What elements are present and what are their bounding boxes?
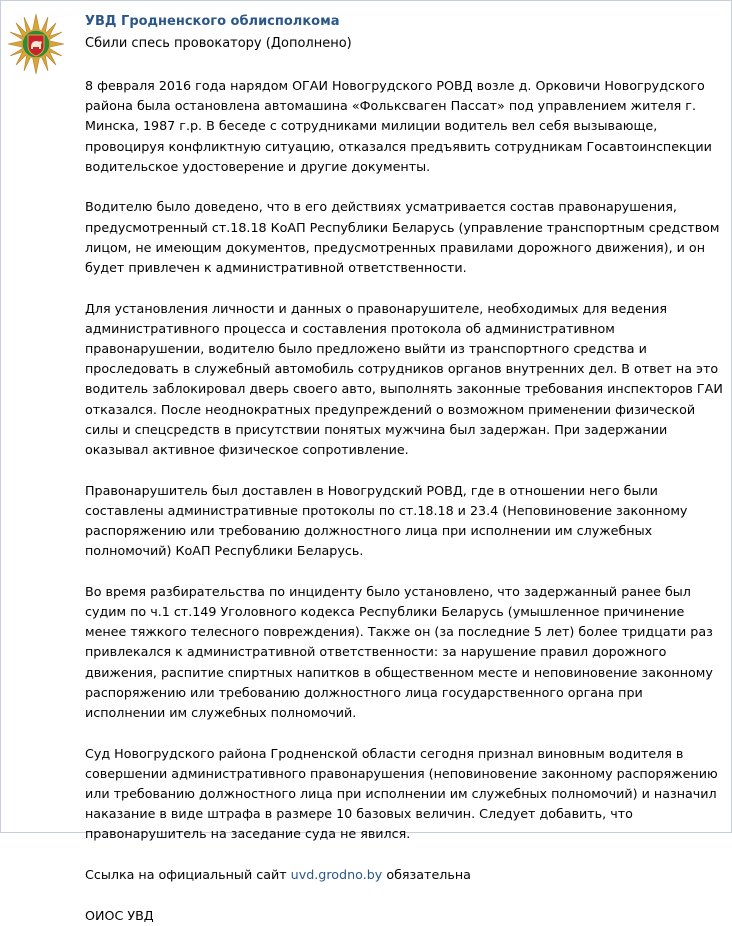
post-paragraph-1: 8 февраля 2016 года нарядом ОГАИ Новогрудского РОВД возле д. Орковичи Новогрудского района была остановлена автомашина «Фольксваген Пассат» под управлением жителя г. Минска, 1987 г.р. В беседе с сотрудниками милиции водитель вел себя вызывающе, провоцируя конфликтную ситуацию, отказался предъявить сотрудникам Госавтоинспекции водительское удостоверение и другие документы. xyxy=(85,78,712,174)
police-emblem-icon[interactable] xyxy=(7,13,65,75)
post-signature: ОИОС УВД xyxy=(85,907,154,923)
post-paragraph-3: Для установления личности и данных о правонарушителе, необходимых для ведения административного процесса и составления протокола об административном правонарушении, водителю было предложено выйти из транспортного средства и проследовать в служебный автомобиль сотрудников органов внутренних дел. В ответ на это водитель заблокировал дверь своего авто, выполнять законные требования инспекторов ГАИ отказался. После неоднократных предупреждений о возможном применении физической силы и спецсредств в присутствии понятых мужчина был задержан. При задержании оказывал активное физическое сопротивление. xyxy=(85,300,723,458)
post-content xyxy=(85,12,725,926)
post-author-link[interactable]: УВД Гродненского облисполкома xyxy=(85,14,340,29)
post-paragraph-2: Водителю было доведено, что в его действиях усматривается состав правонарушения, предусмотренный ст.18.18 КоАП Республики Беларусь (управление транспортным средством лицом, не имеющим документов, предусмотренных правилами дорожного движения), и он будет привлечен к административной ответственности. xyxy=(85,199,720,276)
post-paragraph-4: Правонарушитель был доставлен в Новогрудский РОВД, где в отношении него были составлены административные протоколы по ст.18.18 и 23.4 (Неповиновение законному распоряжению или требованию должностного лица при исполнении им служебных полномочий) КоАП Республики Беларусь. xyxy=(85,482,688,559)
post-paragraph-6: Суд Новогрудского района Гродненской области сегодня признал виновным водителя в совершении административного правонарушения (неповиновение законному распоряжению или требованию должностного лица при исполнении им служебных полномочий) и назначил наказание в виде штрафа в размере 10 базовых величин. Следует добавить, что правонарушитель на заседание суда не явился. xyxy=(85,745,718,842)
source-link-prefix: Ссылка на официальный сайт xyxy=(85,867,291,883)
post-paragraph-5: Во время разбирательства по инциденту было установлено, что задержанный ранее был судим по ч.1 ст.149 Уголовного кодекса Республики Беларусь (умышленное причинение менее тяжкого телесного повреждения). Также он (за последние 5 лет) более тридцати раз привлекался к административной ответственности: за нарушение правил дорожного движения, распитие спиртных напитков в общественном месте и неповиновение законному распоряжению или требованию должностного лица государственного органа при исполнении им служебных полномочий. xyxy=(85,583,713,721)
source-link-suffix: обязательна xyxy=(382,867,471,883)
source-link[interactable]: uvd.grodno.by xyxy=(290,867,383,883)
source-link-line xyxy=(85,865,725,885)
post-title: Сбили спесь провокатору (Дополнено) xyxy=(85,36,352,51)
